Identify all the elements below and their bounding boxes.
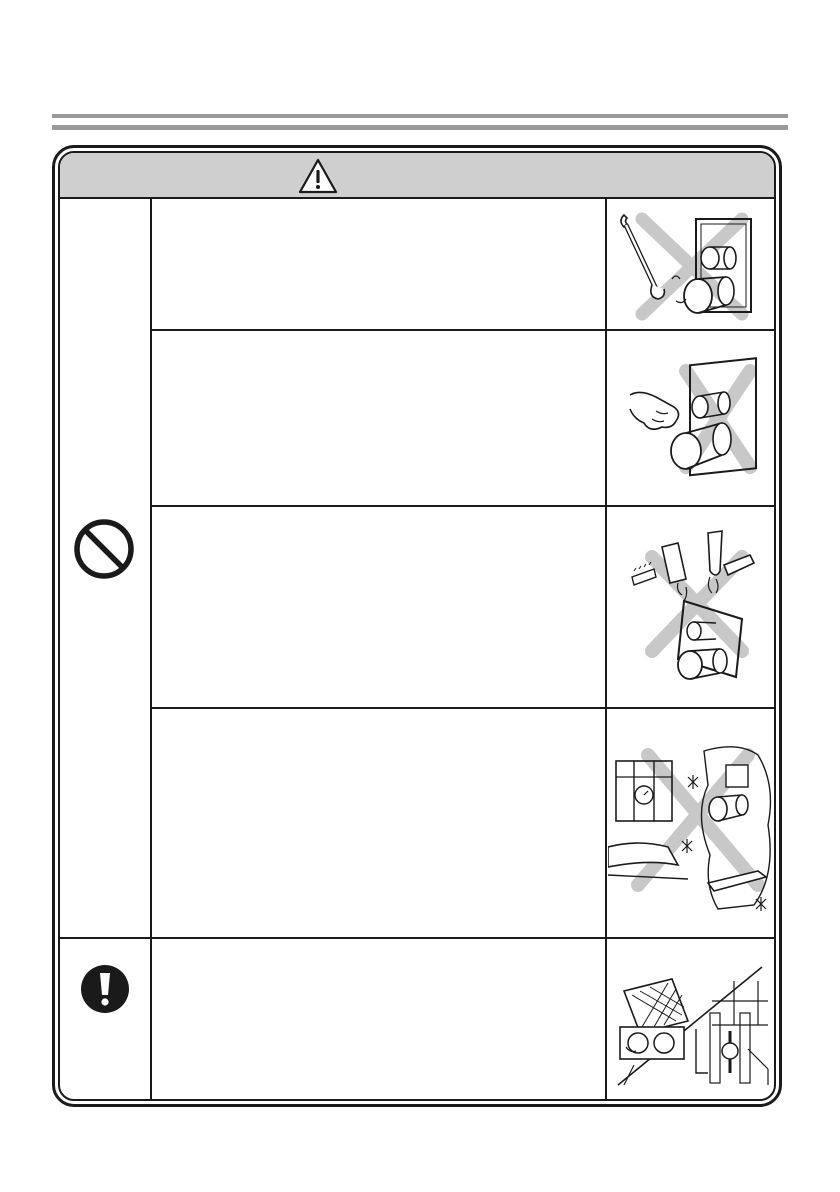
mandatory-instruction-icon <box>80 964 130 1018</box>
wrench-disassembly-prohibited-illustration <box>614 209 764 324</box>
warning-triangle-icon <box>297 157 339 195</box>
symbol-column-divider <box>150 199 152 1101</box>
drain-valve-check-illustration <box>612 961 772 1091</box>
illustration-column-divider <box>605 199 607 1101</box>
warning-box <box>58 151 776 1101</box>
top-rule-double <box>52 125 788 130</box>
top-rule <box>52 114 788 118</box>
row-divider <box>150 707 776 709</box>
prohibition-icon <box>73 518 135 584</box>
row-divider <box>150 505 776 507</box>
freezing-environment-prohibited-illustration <box>608 715 776 925</box>
section-divider <box>60 937 776 939</box>
chemicals-on-faucet-prohibited-illustration <box>624 527 764 687</box>
page-title <box>52 70 788 100</box>
row-divider <box>150 329 776 331</box>
hitting-faucet-prohibited-illustration <box>616 349 766 479</box>
warning-header <box>60 153 776 199</box>
